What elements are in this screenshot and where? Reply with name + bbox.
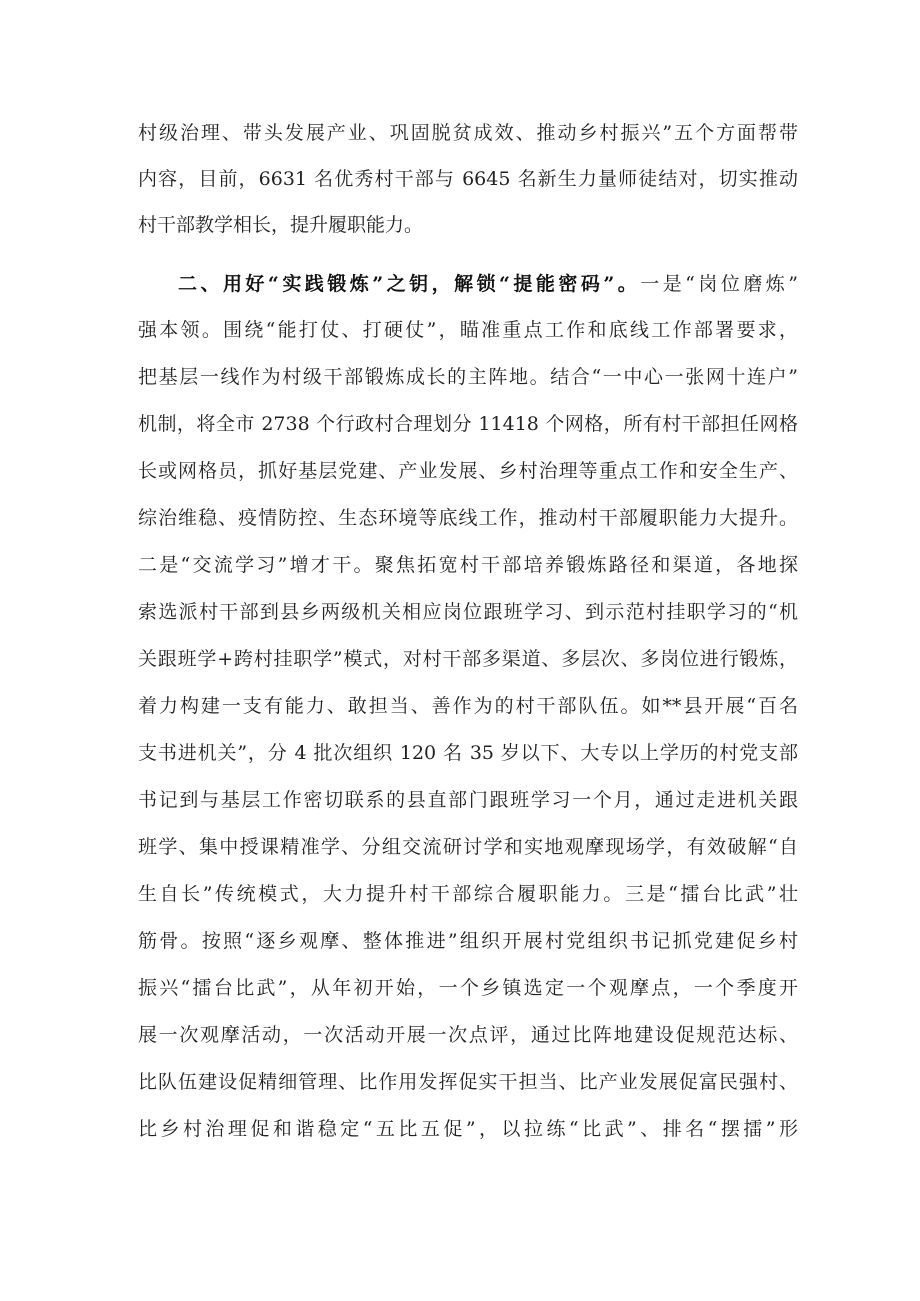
- text-line: 支书进机关”，分 4 批次组织 120 名 35 岁以下、大专以上学历的村党支部: [138, 742, 798, 764]
- heading-continuation: 一是“岗位磨炼”: [640, 273, 798, 295]
- text-line: 班学、集中授课精准学、分组交流研讨学和实地观摩现场学，有效破解“自: [138, 836, 798, 858]
- text-line: 强本领。围绕“能打仗、打硬仗”，瞄准重点工作和底线工作部署要求，: [138, 319, 798, 341]
- text-line: 展一次观摩活动，一次活动开展一次点评，通过比阵地建设促规范达标、: [138, 1024, 798, 1046]
- text-line: 比乡村治理促和谐稳定“五比五促”，以拉练“比武”、排名“摆擂”形: [138, 1118, 798, 1140]
- text-line: 村干部教学相长，提升履职能力。: [138, 214, 424, 236]
- text-line: 索选派村干部到县乡两级机关相应岗位跟班学习、到示范村挂职学习的“机: [138, 601, 798, 623]
- text-line: 村级治理、带头发展产业、巩固脱贫成效、推动乡村振兴”五个方面帮带: [138, 122, 798, 144]
- text-line: 振兴“擂台比武”，从年初开始，一个乡镇选定一个观摩点，一个季度开: [138, 977, 798, 999]
- text-line: 书记到与基层工作密切联系的县直部门跟班学习一个月，通过走进机关跟: [138, 789, 798, 811]
- paragraph-first-line: [178, 264, 798, 304]
- text-line: 筋骨。按照“逐乡观摩、整体推进”组织开展村党组织书记抓党建促乡村: [138, 930, 798, 952]
- text-line: 综治维稳、疫情防控、生态环境等底线工作，推动村干部履职能力大提升。: [138, 507, 798, 529]
- text-line: 内容，目前，6631 名优秀村干部与 6645 名新生力量师徒结对，切实推动: [138, 168, 798, 190]
- section-heading: 二、用好“实践锻炼”之钥，解锁“提能密码”。: [178, 273, 641, 295]
- text-line: 比队伍建设促精细管理、比作用发挥促实干担当、比产业发展促富民强村、: [138, 1071, 798, 1093]
- text-line: 生自长”传统模式，大力提升村干部综合履职能力。三是“擂台比武”壮: [138, 883, 798, 905]
- text-line: 二是“交流学习”增才干。聚焦拓宽村干部培养锻炼路径和渠道，各地探: [138, 554, 798, 576]
- text-line: 把基层一线作为村级干部锻炼成长的主阵地。结合“一中心一张网十连户”: [138, 366, 798, 388]
- text-line: 着力构建一支有能力、敢担当、善作为的村干部队伍。如**县开展“百名: [138, 695, 798, 717]
- text-line: 机制，将全市 2738 个行政村合理划分 11418 个网格，所有村干部担任网格: [138, 413, 798, 435]
- text-line: 长或网格员，抓好基层党建、产业发展、乡村治理等重点工作和安全生产、: [138, 460, 798, 482]
- text-line: 关跟班学+跨村挂职学”模式，对村干部多渠道、多层次、多岗位进行锻炼，: [138, 648, 798, 670]
